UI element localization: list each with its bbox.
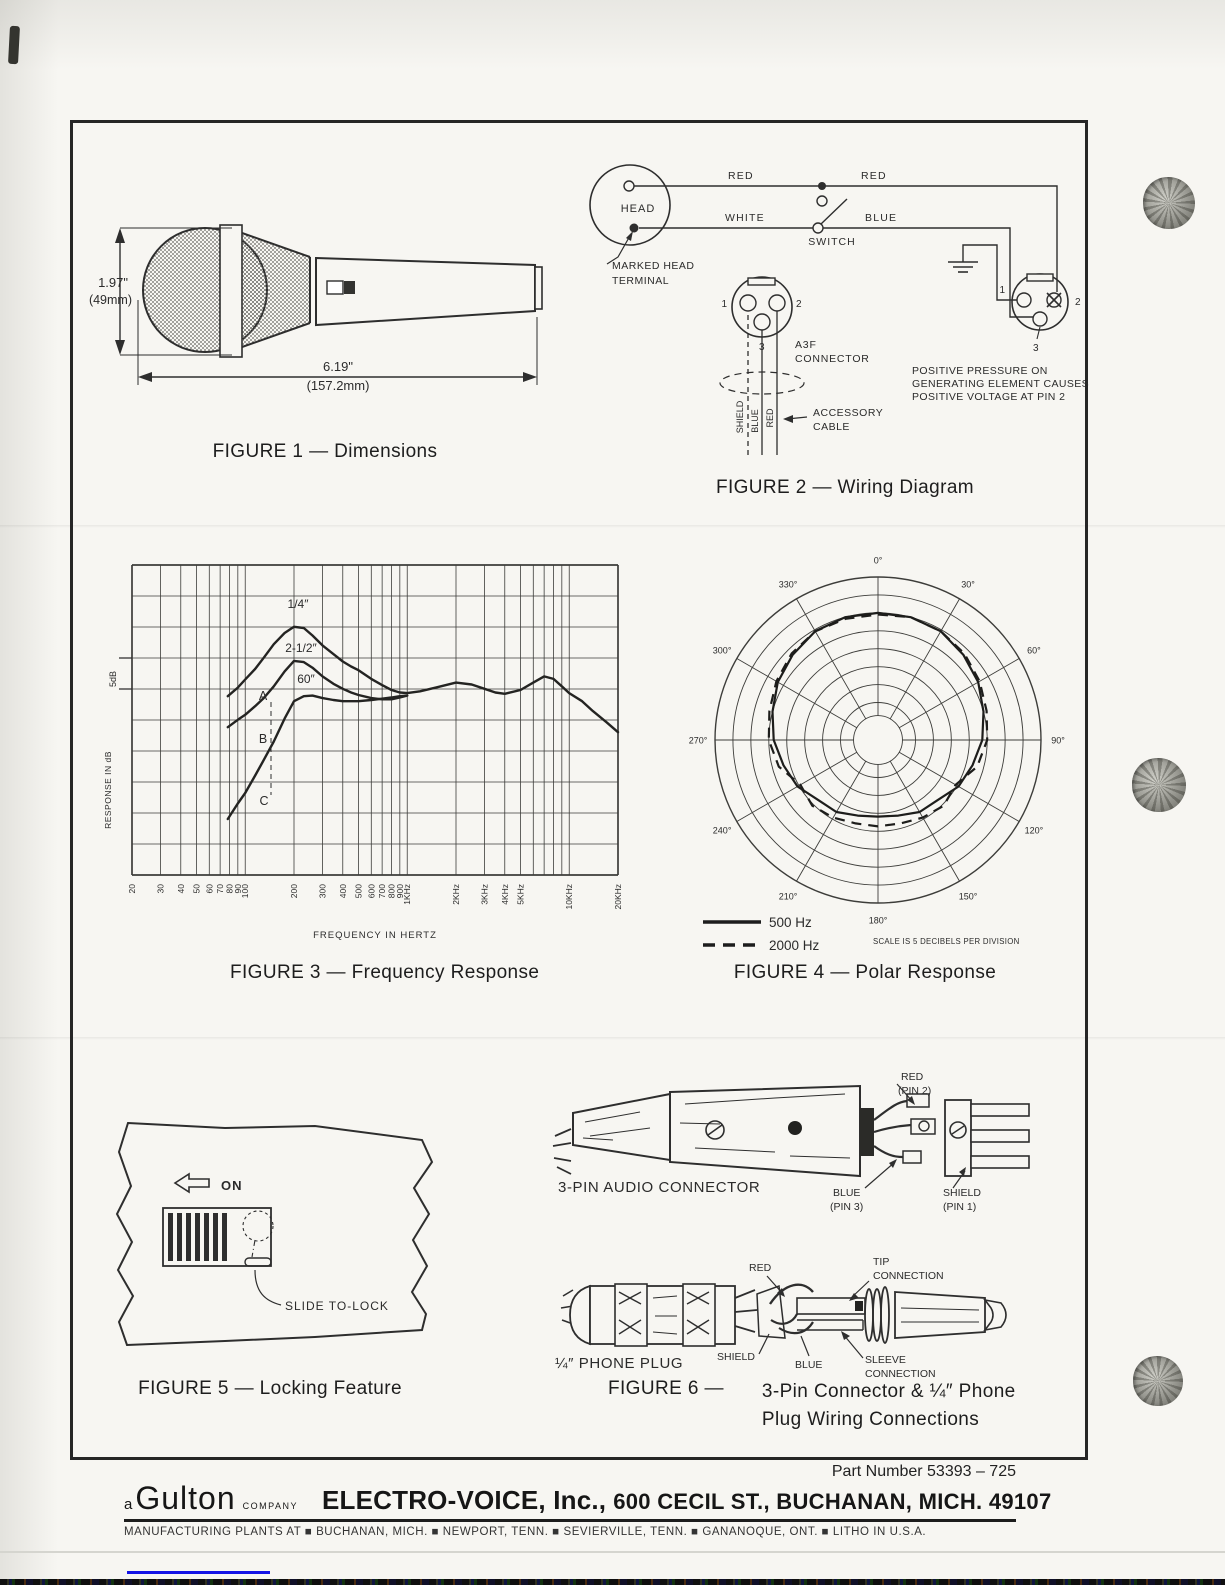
part-number: Part Number 53393 – 725 — [831, 1463, 1016, 1480]
cable-red-label: RED — [765, 408, 775, 428]
footer-rule — [124, 1519, 1016, 1522]
a3f-label-line2: CONNECTOR — [795, 353, 870, 365]
x-tick-label: 2KHz — [451, 884, 461, 905]
freq-grid — [119, 565, 618, 875]
sleeve-label-line1: SLEEVE — [865, 1354, 906, 1366]
wire-red-label-left: RED — [728, 170, 754, 182]
page-edge-shading-left — [0, 0, 58, 1585]
figure6-connector-drawings — [545, 1068, 1090, 1383]
x-tick-label: 40 — [175, 884, 186, 894]
x-axis-label: FREQUENCY IN HERTZ — [313, 930, 437, 941]
head-element — [590, 165, 670, 245]
figure1-dimensions-drawing — [80, 205, 560, 455]
x-tick-label: 60 — [204, 884, 215, 894]
polar-angle-label: 120° — [1024, 825, 1044, 836]
length-mm-label: (157.2mm) — [306, 378, 370, 393]
x-tick-label: 4KHz — [499, 884, 510, 905]
freq-x-tick-labels — [127, 884, 623, 910]
figure6-caption-text — [762, 1378, 1016, 1434]
red-label: RED — [901, 1071, 924, 1083]
a3f-label-line1: A3F — [795, 339, 817, 351]
shield-label: SHIELD — [943, 1187, 981, 1199]
polarity-note — [912, 365, 1089, 403]
output-connector — [999, 274, 1081, 354]
gulton-prefix: a — [124, 1496, 133, 1513]
plug-blue-callout — [795, 1336, 822, 1371]
tip-label-line1: TIP — [873, 1256, 890, 1268]
cable-shield-label: SHIELD — [735, 400, 745, 434]
polar-angle-label: 330° — [778, 579, 798, 590]
polar-angle-label: 60° — [1027, 645, 1041, 656]
a3f-connector — [721, 277, 869, 365]
polar-angle-labels — [689, 556, 1066, 926]
figure3-caption: FIGURE 3 — Frequency Response — [230, 962, 540, 983]
polar-angle-label: 150° — [958, 891, 978, 902]
figure1-caption: FIGURE 1 — Dimensions — [212, 441, 438, 462]
accessory-cable — [720, 311, 883, 455]
curve-letter-c: C — [259, 794, 269, 808]
ground-symbol — [948, 245, 1017, 300]
x-tick-label: 30 — [155, 884, 166, 894]
a3f-pin3-number: 3 — [759, 342, 765, 353]
blue-line-artifact — [127, 1571, 270, 1574]
polar-scale-note: SCALE IS 5 DECIBELS PER DIVISION — [873, 937, 1020, 946]
x-tick-label: 900 — [394, 884, 405, 899]
x-tick-label: 5KHz — [515, 884, 526, 905]
legend-2000hz-label: 2000 Hz — [769, 938, 820, 953]
x-tick-label: 100 — [240, 884, 251, 899]
blue-label: BLUE — [833, 1187, 861, 1199]
curve-distance-sixty-inch: 60″ — [297, 672, 315, 686]
accessory-line2: CABLE — [813, 421, 850, 433]
punch-hole-artifact — [1133, 1356, 1183, 1406]
on-label: ON — [221, 1178, 243, 1193]
figure2-caption: FIGURE 2 — Wiring Diagram — [715, 477, 975, 498]
plug-red-label: RED — [749, 1262, 772, 1274]
plug-shield-label: SHIELD — [717, 1351, 755, 1363]
x-tick-label: 3KHz — [479, 884, 490, 905]
x-tick-label: 500 — [353, 884, 364, 899]
figure6-caption — [608, 1378, 1016, 1434]
x-tick-label: 20KHz — [613, 884, 623, 910]
shield-pin-label: (PIN 1) — [943, 1201, 977, 1213]
head-label: HEAD — [620, 203, 656, 215]
wire-red-label-right: RED — [861, 170, 887, 182]
x-tick-label: 600 — [366, 884, 377, 899]
polar-angle-label: 30° — [961, 579, 975, 590]
height-mm-label: (49mm) — [88, 293, 132, 307]
x-tick-label: 20 — [127, 884, 137, 894]
plug-tip — [985, 1300, 1006, 1330]
tip-label-line2: CONNECTION — [873, 1270, 944, 1282]
gulton-logo: Gulton — [135, 1480, 236, 1516]
curve-letter-b: B — [258, 732, 268, 746]
polar-legend — [703, 915, 820, 953]
plug-blue-label: BLUE — [795, 1359, 823, 1371]
wiring-lines — [634, 186, 1057, 317]
wire-blue-label: BLUE — [865, 212, 898, 224]
figure5-caption: FIGURE 5 — Locking Feature — [138, 1378, 402, 1399]
figure3-frequency-response-chart — [100, 555, 645, 955]
note-line1: POSITIVE PRESSURE ON — [912, 365, 1048, 377]
wire-white-label: WHITE — [725, 212, 765, 224]
curve-distance-two-half-inch: 2-1/2″ — [285, 641, 317, 655]
sleeve-label-line2: CONNECTION — [865, 1368, 936, 1380]
figure4-polar-response-chart — [685, 550, 1085, 962]
response-curve-C — [228, 696, 407, 819]
bottom-gray-rule — [0, 1551, 1225, 1553]
x-tick-label: 1KHz — [402, 884, 413, 905]
a3f-pin2-number: 2 — [796, 299, 802, 310]
marked-head-line1: MARKED HEAD — [612, 260, 695, 272]
phone-plug-drawing — [555, 1256, 1006, 1380]
polar-angle-label: 210° — [778, 891, 798, 902]
figure4-caption: FIGURE 4 — Polar Response — [733, 962, 997, 983]
db-scale-marker: 5dB — [108, 670, 118, 688]
figure5-locking-feature-drawing — [105, 1090, 495, 1390]
polar-angle-label: 300° — [712, 645, 732, 656]
note-line3: POSITIVE VOLTAGE AT PIN 2 — [912, 391, 1066, 403]
scan-streak-artifact — [8, 26, 20, 64]
x-tick-label: 80 — [224, 884, 235, 894]
polar-angle-label: 180° — [868, 915, 888, 926]
x-tick-label: 70 — [215, 884, 226, 894]
x-tick-label: 800 — [386, 884, 397, 899]
polar-angle-label: 90° — [1051, 735, 1065, 746]
y-axis-label: RESPONSE IN dB — [103, 751, 113, 829]
curve-distance-quarter-inch: 1/4″ — [287, 597, 309, 611]
switch-symbol — [808, 182, 855, 248]
manufacturing-plants-line: MANUFACTURING PLANTS AT ■ BUCHANAN, MICH. ■ NEWPORT, TENN. ■ SEVIERVILLE, TENN. ■ GANANOQUE, ONT. ■ LITHO IN U.S.A. — [124, 1526, 927, 1538]
scan-noise-strip — [0, 1579, 1225, 1585]
polar-angle-label: 240° — [712, 825, 732, 836]
figure2-wiring-diagram — [585, 145, 1090, 485]
height-inches-label: 1.97" — [98, 275, 128, 290]
x-tick-label: 400 — [337, 884, 348, 899]
polar-grid — [712, 577, 1041, 903]
x-tick-label: 50 — [191, 884, 202, 894]
freq-curves — [228, 627, 618, 819]
polar-angle-label: 0° — [873, 555, 883, 566]
red-pin-label: (PIN 2) — [898, 1085, 932, 1097]
footer-brand-row — [124, 1480, 1052, 1517]
x-tick-label: 10KHz — [564, 884, 575, 910]
legend-500hz-label: 500 Hz — [769, 915, 812, 930]
three-pin-audio-connector-drawing — [553, 1071, 1029, 1213]
out-pin3-number: 3 — [1033, 343, 1039, 354]
switch-label: SWITCH — [808, 236, 856, 248]
page-edge-shading-top — [0, 0, 1225, 70]
electro-voice-address: 600 CECIL ST., BUCHANAN, MICH. 49107 — [613, 1489, 1052, 1514]
punch-hole-artifact — [1143, 177, 1195, 229]
polar-angle-label: 270° — [688, 735, 708, 746]
length-inches-label: 6.19" — [323, 359, 353, 374]
note-line2: GENERATING ELEMENT CAUSES — [912, 378, 1090, 390]
figure6-caption-line1: 3-Pin Connector & ¼″ Phone — [761, 1381, 1016, 1402]
x-tick-label: 700 — [377, 884, 388, 899]
gulton-company-word: COMPANY — [242, 1501, 298, 1511]
slide-to-lock-label: SLIDE TO-LOCK — [285, 1299, 389, 1313]
a3f-pin1-number: 1 — [721, 299, 727, 310]
curve-letter-a: A — [258, 689, 268, 703]
accessory-line1: ACCESSORY — [813, 407, 884, 419]
phone-plug-label: ¼″ PHONE PLUG — [555, 1355, 684, 1372]
slide-switch — [163, 1208, 273, 1266]
electro-voice-name: ELECTRO-VOICE, Inc., — [321, 1485, 607, 1515]
figure6-caption-number: FIGURE 6 — — [608, 1378, 724, 1399]
x-tick-label: 200 — [289, 884, 299, 899]
cable-blue-label: BLUE — [750, 409, 760, 433]
microphone-side-view — [143, 225, 542, 357]
punch-hole-artifact — [1132, 758, 1186, 812]
audio-connector-label: 3-PIN AUDIO CONNECTOR — [558, 1179, 761, 1196]
out-pin1-number: 1 — [999, 285, 1005, 296]
x-tick-label: 300 — [317, 884, 328, 899]
figure6-caption-line2: Plug Wiring Connections — [761, 1409, 980, 1430]
x-tick-label: 90 — [232, 884, 243, 894]
mic-switch — [327, 281, 355, 294]
marked-head-line2: TERMINAL — [612, 275, 670, 287]
out-pin2-number: 2 — [1075, 297, 1081, 308]
blue-pin-label: (PIN 3) — [830, 1201, 864, 1213]
